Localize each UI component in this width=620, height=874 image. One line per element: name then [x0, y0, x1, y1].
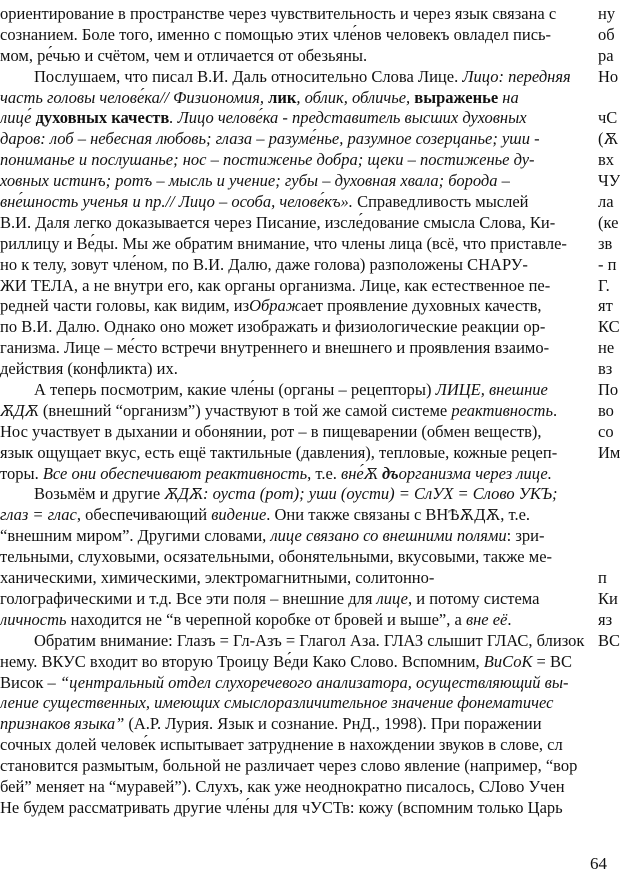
text-run: духовных качеств [35, 108, 170, 128]
main-column-line [0, 108, 592, 129]
text-line [0, 359, 620, 380]
text-line [0, 108, 620, 129]
text-line [0, 505, 620, 526]
main-column-line [0, 610, 592, 631]
page-number: 64 [590, 854, 607, 873]
text-line [0, 88, 620, 109]
main-column-line [0, 673, 592, 694]
main-column-line [0, 192, 592, 213]
text-run: лице [376, 588, 408, 608]
text-run: , т.е. [307, 463, 342, 483]
text-run: вне́шность ученья и пр.// Лицо – особа, челове́къ». [0, 192, 353, 212]
adjacent-page-fragment: ЧУ [598, 171, 620, 191]
text-run: , и потому система [407, 588, 540, 608]
main-column-line [0, 443, 592, 464]
text-line [0, 255, 620, 276]
text-run: сознанием. Боле того, именно с помощью этих чле́нов человекъ овладел пись- [0, 24, 552, 44]
text-run: ориентирование в пространстве через чувствительность и через язык связана с [0, 4, 557, 23]
text-run: голографическими и т.д. Все эти поля – внешние для [0, 588, 377, 608]
main-column-line [0, 401, 592, 422]
text-line [0, 234, 620, 255]
text-run: видение [211, 505, 267, 525]
text-line [0, 443, 620, 464]
text-run: редней части головы, как видим, из [0, 296, 250, 316]
text-line [0, 67, 620, 88]
text-run: вне её [465, 609, 508, 629]
text-run: ЛИЦЕ, внешние [435, 380, 548, 400]
main-column-line [0, 505, 592, 526]
text-run: сочных долей челове́к испытывает затруднение в нахождении звуков в слове, сл [0, 735, 563, 755]
main-column-line [0, 359, 592, 380]
adjacent-page-fragment: Ки [598, 588, 618, 608]
text-line [0, 25, 620, 46]
text-run: Обратим внимание: Глазъ = Гл-Азъ = Глагол Аза. ГЛАЗ слышит ГЛАС, близок [34, 630, 585, 650]
text-run: , обеспечивающий [76, 505, 212, 525]
main-column-line [0, 777, 592, 798]
text-run: лице связано со внешними полями [270, 526, 507, 546]
adjacent-page-fragment: зв [598, 233, 613, 253]
text-run: лик [268, 87, 297, 107]
text-run: организма через лице. [398, 463, 552, 483]
text-run: язык ощущает вкус, есть ещё тактильные (давления), тепловые, кожные рецеп- [0, 442, 558, 462]
adjacent-page-fragment: По [598, 380, 619, 400]
text-line [0, 213, 620, 234]
main-column-line [0, 338, 592, 359]
text-run: . [507, 609, 512, 629]
adjacent-page-fragment: ну [598, 4, 616, 23]
text-line [0, 568, 620, 589]
text-line [0, 129, 620, 150]
text-run: = ВС [532, 651, 572, 671]
text-run: бей” меняет на “муравей”). Слухъ, как уже неоднократно писалось, СЛово Учен [0, 776, 565, 796]
page-text [0, 4, 620, 819]
text-run: Все они обеспечивают реактивность [42, 463, 308, 483]
main-column-line [0, 67, 620, 88]
text-line [0, 652, 620, 673]
text-run: глаз = глас [0, 505, 77, 525]
adjacent-page-fragment: со [598, 421, 614, 441]
text-line [0, 192, 620, 213]
text-run: дъ [377, 463, 399, 483]
adjacent-page-fragment: (Ѫ [598, 129, 619, 149]
text-run: торы. [0, 463, 43, 483]
text-run: Лицо: передняя [462, 66, 571, 86]
main-column-line [0, 317, 592, 338]
main-column-line [0, 276, 592, 297]
main-column-line [0, 422, 592, 443]
text-run: вне́Ѫ [341, 463, 378, 483]
main-column-line [0, 464, 592, 485]
main-column-line [0, 296, 592, 317]
main-column-line [0, 380, 620, 401]
text-run: Висок – [0, 672, 60, 692]
text-line [0, 756, 620, 777]
text-line [0, 422, 620, 443]
text-run: ѪДѪ: оуста (рот); уши (оусти) = СлУХ = Слово УКЪ; [164, 484, 558, 504]
text-line [0, 798, 620, 819]
text-line [0, 4, 620, 25]
text-run: на [498, 87, 519, 107]
text-run: пониманье и послушанье; нос – постиженье добра; щеки – постиженье ду- [0, 150, 535, 170]
adjacent-page-fragment: вз [598, 359, 613, 379]
main-column-line [0, 714, 592, 735]
text-line [0, 735, 620, 756]
text-run: Не будем рассматривать другие чле́ны для чУСТв: кожу (вспомним только Царь [0, 797, 563, 817]
text-line [0, 693, 620, 714]
text-run: ВиСоК [483, 651, 533, 671]
main-column-line [0, 756, 592, 777]
main-column-line [0, 4, 592, 25]
text-line [0, 589, 620, 610]
adjacent-page-fragment: ла [598, 192, 614, 212]
text-run: . Лицо челове́ка - представитель высших духовных [169, 108, 527, 128]
main-column-line [0, 484, 620, 505]
main-column-line [0, 526, 592, 547]
adjacent-page-fragment: чС [598, 108, 618, 128]
main-column-line [0, 255, 592, 276]
text-line [0, 631, 620, 652]
text-run: но к телу, зовут чле́ном, по В.И. Далю, даже голова) разположены СНАРУ- [0, 254, 528, 274]
text-line [0, 673, 620, 694]
text-line [0, 714, 620, 735]
adjacent-page-fragment: не [598, 338, 615, 358]
text-run: находится не “в черепной коробке от бровей и выше”, а [66, 609, 466, 629]
text-run: : зри- [506, 526, 545, 546]
text-line [0, 276, 620, 297]
text-run: А теперь посмотрим, какие чле́ны (органы – рецепторы) [34, 380, 436, 400]
main-column-line [0, 25, 592, 46]
text-run: выраженье [414, 87, 499, 107]
main-column-line [0, 568, 592, 589]
text-run: ѪДѪ [0, 400, 39, 420]
main-column-line [0, 171, 592, 192]
text-run: ганизма. Лице – ме́сто встречи внутреннего и внешнего и проявления взаимо- [0, 338, 550, 358]
text-run: “внешним миром”. Другими словами, [0, 526, 271, 546]
text-line [0, 547, 620, 568]
text-line [0, 317, 620, 338]
main-column-line [0, 88, 592, 109]
text-line [0, 610, 620, 631]
adjacent-page-fragment: Г. [598, 275, 610, 295]
text-run: Послушаем, что писал В.И. Даль относительно Слова Лице. [34, 66, 463, 86]
text-run: часть головы челове́ка// Физиономия, [0, 87, 269, 107]
adjacent-page-fragment: п [598, 568, 607, 588]
main-column-line [0, 129, 592, 150]
text-run: Нос участвует в дыхании и обонянии, рот – в пищеварении (обмен веществ), [0, 421, 542, 441]
text-line [0, 296, 620, 317]
adjacent-page-fragment: Им [598, 442, 620, 462]
text-line [0, 526, 620, 547]
text-run: (внешний “организм”) участвуют в той же самой системе [38, 400, 452, 420]
text-run: лице́ [0, 108, 36, 128]
text-run: признаков языка” [0, 714, 125, 734]
text-line [0, 171, 620, 192]
text-run: становится размытым, больной не различает через слово явление (например, “вор [0, 756, 578, 776]
text-line [0, 401, 620, 422]
text-line [0, 46, 620, 67]
main-column-line [0, 150, 592, 171]
main-column-line [0, 46, 592, 67]
text-run: , облик, обличье, [296, 87, 415, 107]
text-run: ление существенных, имеющих смыслоразличительное значение фонематичес [0, 693, 554, 713]
adjacent-page-fragment: ра [598, 45, 614, 65]
main-column-line [0, 234, 592, 255]
text-run: мом, ре́чью и счётом, чем и отличается от обезьяны. [0, 45, 368, 65]
text-run: даров: лоб – небесная любовь; глаза – разуме́нье, разумное созерцанье; уши - [0, 129, 540, 149]
text-run: ЖИ ТЕЛА, а не внутри его, как органы организма. Лице, как естественное пе- [0, 275, 551, 295]
text-run: (А.Р. Лурия. Язык и сознание. РнД., 1998). При поражении [124, 714, 542, 734]
main-column-line [0, 693, 592, 714]
main-column-line [0, 798, 592, 819]
text-run: Возьмём и другие [34, 484, 165, 504]
adjacent-page-fragment: Но [598, 66, 619, 86]
text-run: тельными, слуховыми, осязательными, обонятельными, вкусовыми, также ме- [0, 547, 553, 567]
text-run: ает проявление духовных качеств, [301, 296, 542, 316]
adjacent-page-fragment: КС [598, 317, 620, 337]
text-run: В.И. Даля легко доказывается через Писание, изсле́дование смысла Слова, Ки- [0, 212, 556, 232]
main-column-line [0, 213, 592, 234]
adjacent-page-fragment: об [598, 24, 615, 44]
text-run: нему. ВКУС входит во вторую Троицу Ве́ди Како Слово. Вспомним, [0, 651, 484, 671]
adjacent-page-fragment: (ке [598, 212, 619, 232]
adjacent-page-fragment: ВС [598, 630, 620, 650]
text-line [0, 338, 620, 359]
text-run: ханическими, химическими, электромагнитными, солитонно- [0, 568, 435, 588]
main-column-line [0, 735, 592, 756]
text-run: действия (конфликта) их. [0, 359, 178, 379]
adjacent-page-fragment: вх [598, 150, 615, 170]
main-column-line [0, 547, 592, 568]
text-line [0, 484, 620, 505]
text-run: Справедливость мыслей [352, 192, 529, 212]
text-run: Ображ [249, 296, 302, 316]
text-run: по В.И. Далю. Однако оно может изображать и физиологические реакции ор- [0, 317, 546, 337]
main-column-line [0, 652, 592, 673]
text-run: . [552, 400, 558, 420]
adjacent-page-fragment: - п [598, 254, 617, 274]
text-run: риллицу и Ве́ды. Мы же обратим внимание, что члены лица (всё, что приставле- [0, 233, 567, 253]
text-run: . Они также связаны с ВНѢѪДѪ, т.е. [266, 505, 531, 525]
text-run: реактивность [451, 400, 553, 420]
adjacent-page-fragment: во [598, 400, 614, 420]
text-run: “центральный отдел слухоречевого анализатора, осуществляющий вы- [59, 672, 569, 692]
text-line [0, 464, 620, 485]
adjacent-page-fragment: яз [598, 609, 613, 629]
main-column-line [0, 589, 592, 610]
main-column-line [0, 631, 620, 652]
text-run: ховных истинъ; ротъ – мысль и учение; губы – духовная хвала; борода – [0, 171, 510, 191]
text-line [0, 777, 620, 798]
text-line [0, 380, 620, 401]
text-line [0, 150, 620, 171]
text-run: личность [0, 609, 67, 629]
adjacent-page-fragment: ят [598, 296, 613, 316]
